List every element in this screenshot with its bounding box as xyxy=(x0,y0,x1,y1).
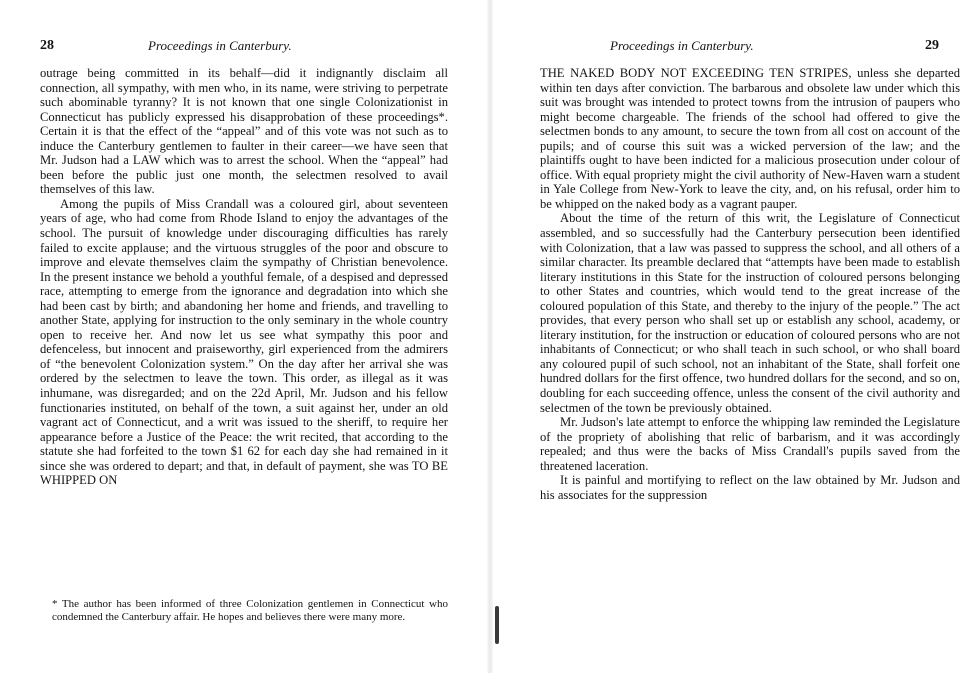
right-page xyxy=(490,0,980,673)
paragraph: outrage being committed in its behalf—did it indignantly disclaim all connection, all sympathy, with men who, in its name, were striving to perpetrate such abominable tyranny? It is not known that one single Colonizationist in Connecticut has publicly expressed his disapprobation of these proceedings*. Certain it is that the effect of the “appeal” and of this vote was not such as to induce the Canterbury gentlemen to faulter in their career—we have seen that Mr. Judson had a LAW which was to arrest the school. When the “appeal” had been before the public just one month, the selectmen resolved to avail themselves of this law. xyxy=(40,66,448,197)
running-head-title: Proceedings in Canterbury. xyxy=(148,38,292,53)
page-number: 28 xyxy=(40,38,54,53)
body-text xyxy=(40,66,448,488)
paragraph: Among the pupils of Miss Crandall was a coloured girl, about seventeen years of age, who had come from Rhode Island to enjoy the advantages of the school. The pursuit of knowledge under discouraging difficulties has rarely failed to excite applause; and the virtuous struggles of the poor and obscure to improve and elevate themselves claim the sympathy of Christian benevolence. In the present instance we behold a youthful female, of a despised and depressed race, attempting to emerge from the ignorance and degradation into which she had been cast by birth; and abandoning her home and friends, and travelling to another State, applying for instruction to the only seminary in the whole country open to receive her. And now let us see what sympathy this poor and defenceless, but innocent and praiseworthy, girl experienced from the admirers of “the benevolent Colonization system.” On the day after her arrival she was ordered by the selectmen to leave the town. This order, as illegal as it was inhumane, was disregarded; and on the 22d April, Mr. Judson and his fellow functionaries instituted, on behalf of the town, a suit against her, under an old vagrant act of Connecticut, and a writ was issued to the sheriff, to require her appearance before a Justice of the Peace: the writ recited, that according to the statute she had forfeited to the town $1 62 for each day she had remained in it since she was ordered to depart; and that, in default of payment, she was TO BE WHIPPED ON xyxy=(40,196,448,488)
page-number: 29 xyxy=(925,38,939,53)
footnote: * The author has been informed of three Colonization gentlemen in Connecticut who condemned the Canterbury affair. He hopes and believes there were many more. xyxy=(52,598,448,623)
paragraph: About the time of the return of this writ, the Legislature of Connecticut assembled, and so successfully had the Canterbury persecution been identified with Colonization, that a law was passed to suppress the school, and all others of a similar character. Its preamble declared that “attempts have been made to establish literary institutions in this State for the instruction of coloured persons belonging to other States and countries, which would tend to the great increase of the coloured population of this State, and thereby to the injury of the people.” The act provides, that every person who shall set up or establish any school, academy, or literary institution, for the instruction or education of coloured persons who are not inhabitants of Connecticut; or who shall teach in such school, or who shall board any coloured pupil of such school, not an inhabitant of the State, shall forfeit one hundred dollars for the first offence, two hundred dollars for the second, and so on, doubling for each succeeding offence, unless the consent of the civil authority and selectmen of the town be previously obtained. xyxy=(540,211,960,415)
running-header xyxy=(494,38,939,58)
running-head-title: Proceedings in Canterbury. xyxy=(610,38,754,53)
paragraph: It is painful and mortifying to reflect on the law obtained by Mr. Judson and his associates for the suppression xyxy=(540,473,960,502)
paragraph: THE NAKED BODY NOT EXCEEDING TEN STRIPES, unless she departed within ten days after conviction. The barbarous and obsolete law under which this suit was brought was intended to protect towns from the intrusion of paupers who might become chargeable. The friends of the school had offered to give the selectmen bonds to any amount, to secure the town from all cost on account of the pupils; and of course this suit was a wicked perversion of the law; and the plaintiffs ought to have been indicted for a malicious prosecution under colour of office. With equal propriety might the civil authority of New-Haven warn a student in Yale College from New-York to leave the city, and, on his refusal, order him to be whipped on the naked body as a vagrant pauper. xyxy=(540,66,960,211)
running-header xyxy=(40,38,485,58)
body-text xyxy=(540,66,960,502)
paragraph: Mr. Judson's late attempt to enforce the whipping law reminded the Legislature of the propriety of abolishing that relic of barbarism, and it was accordingly repealed; and thus were the backs of Miss Crandall's pupils saved from the threatened laceration. xyxy=(540,415,960,473)
